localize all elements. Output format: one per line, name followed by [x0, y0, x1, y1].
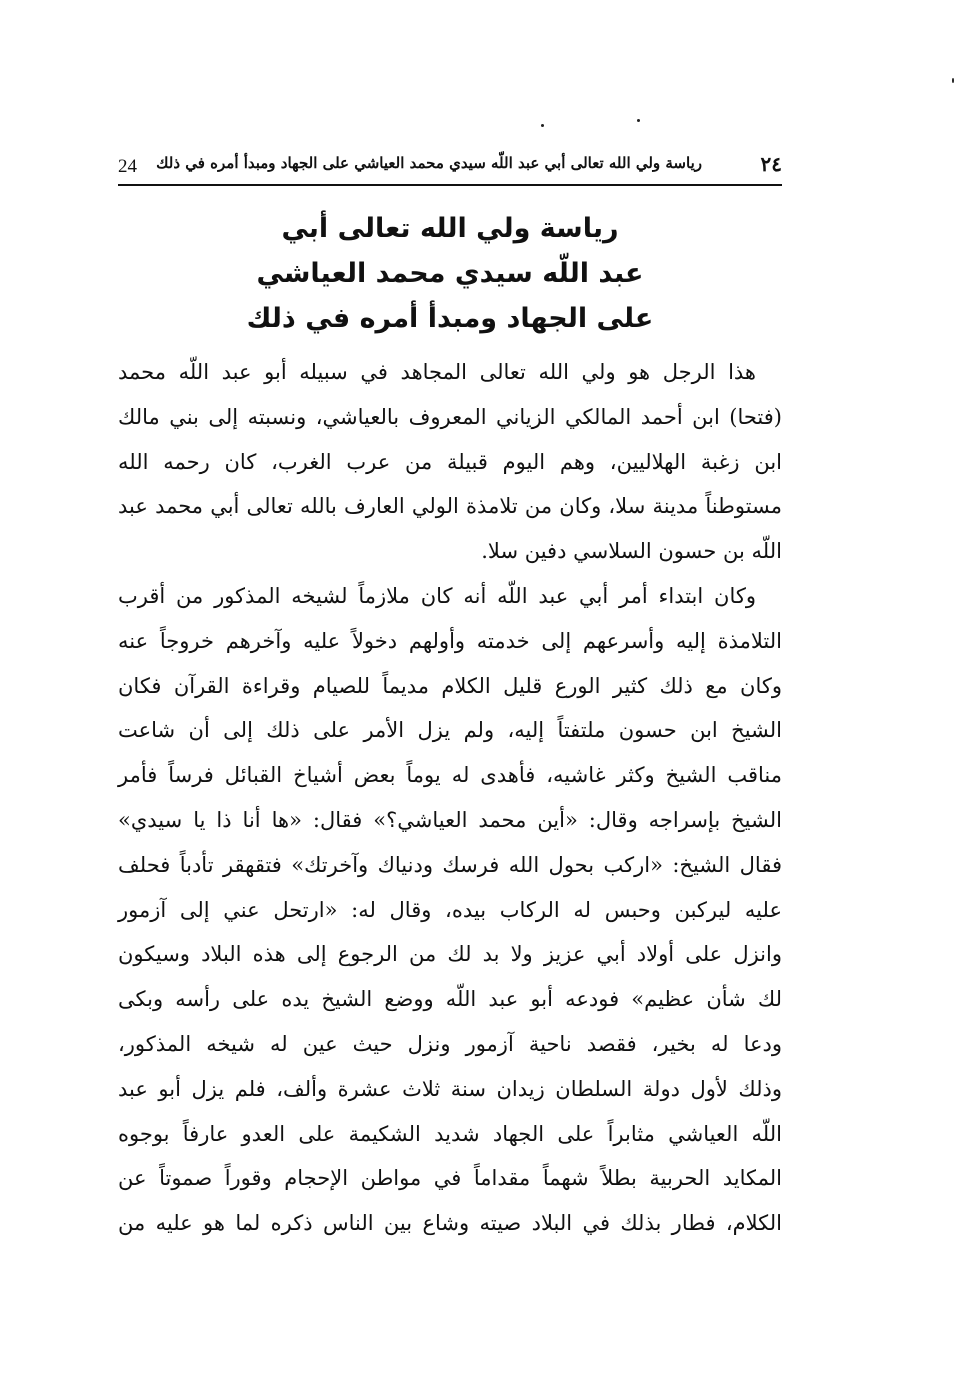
- body-text: [118, 350, 782, 1246]
- text-line: اللّه العياشي مثابراً على الجهاد شديد الشكيمة على العدو عارفاً بوجوه: [118, 1121, 782, 1146]
- text-line: وكان ابتداء أمر أبي عبد اللّه أنه كان ملازماً لشيخه المذكور من أقرب: [118, 583, 756, 608]
- running-title: رياسة ولي الله تعالى أبي عبد اللّه سيدي محمد العياشي على الجهاد ومبدأ أمره في ذلك: [156, 154, 702, 172]
- text-line: الشيخ بإسراجه وقال: «أين محمد العياشي؟» فقال: «ها أنا ذا يا سيدي»: [118, 807, 782, 832]
- paragraph-1: [118, 350, 782, 574]
- print-speck: [541, 124, 544, 127]
- text-line: وكان مع ذلك كثير الورع قليل الكلام مديماً للصيام وقراءة القرآن فكان: [118, 673, 782, 698]
- text-line: التلامذة إليه وأسرعهم إلى خدمته وأولهم دخولاً عليه وآخرهم خروجاً عنه: [118, 628, 782, 653]
- chapter-title: [118, 206, 782, 341]
- text-line: وذلك لأول دولة السلطان زيدان سنة ثلاث عشرة وألف، فلم يزل أبو عبد: [118, 1076, 782, 1101]
- text-line: اللّه بن حسون السلاسي دفين سلا.: [481, 539, 782, 564]
- text-line: فقال الشيخ: «اركب بحول الله فرسك ودنياك وآخرتك» فتقهقر تأدباً فحلف: [118, 852, 782, 877]
- text-line: الشيخ ابن حسون ملتفتاً إليه، ولم يزل الأمر على ذلك إلى أن شاعت: [118, 718, 782, 743]
- chapter-title-line: عبد اللّه سيدي محمد العياشي: [256, 258, 644, 289]
- text-line: (فتحا) ابن أحمد المالكي الزياني المعروف بالعياشي، ونسبته إلى بني مالك: [118, 404, 782, 429]
- text-line: لك شأن عظيم» فودعه أبو عبد اللّه ووضع الشيخ يده على رأسه وبكى: [118, 987, 782, 1012]
- text-line: وانزل على أولاد أبي عزيز ولا بد لك من الرجوع إلى هذه البلاد وسيكون: [118, 942, 782, 967]
- text-line: المكايد الحربية بطلاً شهماً مقداماً في مواطن الإحجام وقوراً صموتاً عن: [118, 1166, 782, 1191]
- text-line: عليه ليركبن وحبس له الركاب بيده، وقال له: «ارتحل عني إلى آزمور: [118, 897, 782, 922]
- text-line: هذا الرجل هو ولي الله تعالى المجاهد في سبيله أبو عبد اللّه محمد: [118, 360, 756, 384]
- text-line: الكلام، فطار بذلك في البلاد صيته وشاع بين الناس ذكره لما هو عليه من: [118, 1211, 782, 1236]
- text-line: مناقب الشيخ وكثر غاشيه، فأهدى له يوماً بعض أشياخ القبائل فرساً فأمر: [118, 763, 782, 788]
- paragraph-2: [118, 574, 782, 1246]
- chapter-title-line: على الجهاد ومبدأ أمره في ذلك: [246, 303, 654, 334]
- print-speck: [637, 119, 640, 122]
- chapter-title-line: رياسة ولي الله تعالى أبي: [281, 213, 619, 244]
- text-line: مستوطناً مدينة سلا، وكان من تلامذة الولي العارف بالله تعالى أبي محمد عبد: [118, 494, 782, 519]
- print-speck: [952, 78, 954, 83]
- text-line: ابن زغبة الهلاليين، وهم اليوم قبيلة من عرب الغرب، كان رحمه الله: [118, 449, 782, 474]
- page-header: [118, 148, 782, 186]
- text-line: ودعا له بخير، فقصد ناحية آزمور ونزل حيث عين له شيخه المذكور،: [118, 1031, 782, 1056]
- page-number-latin: 24: [118, 156, 137, 177]
- page-number-arabic: ٢٤: [760, 152, 782, 176]
